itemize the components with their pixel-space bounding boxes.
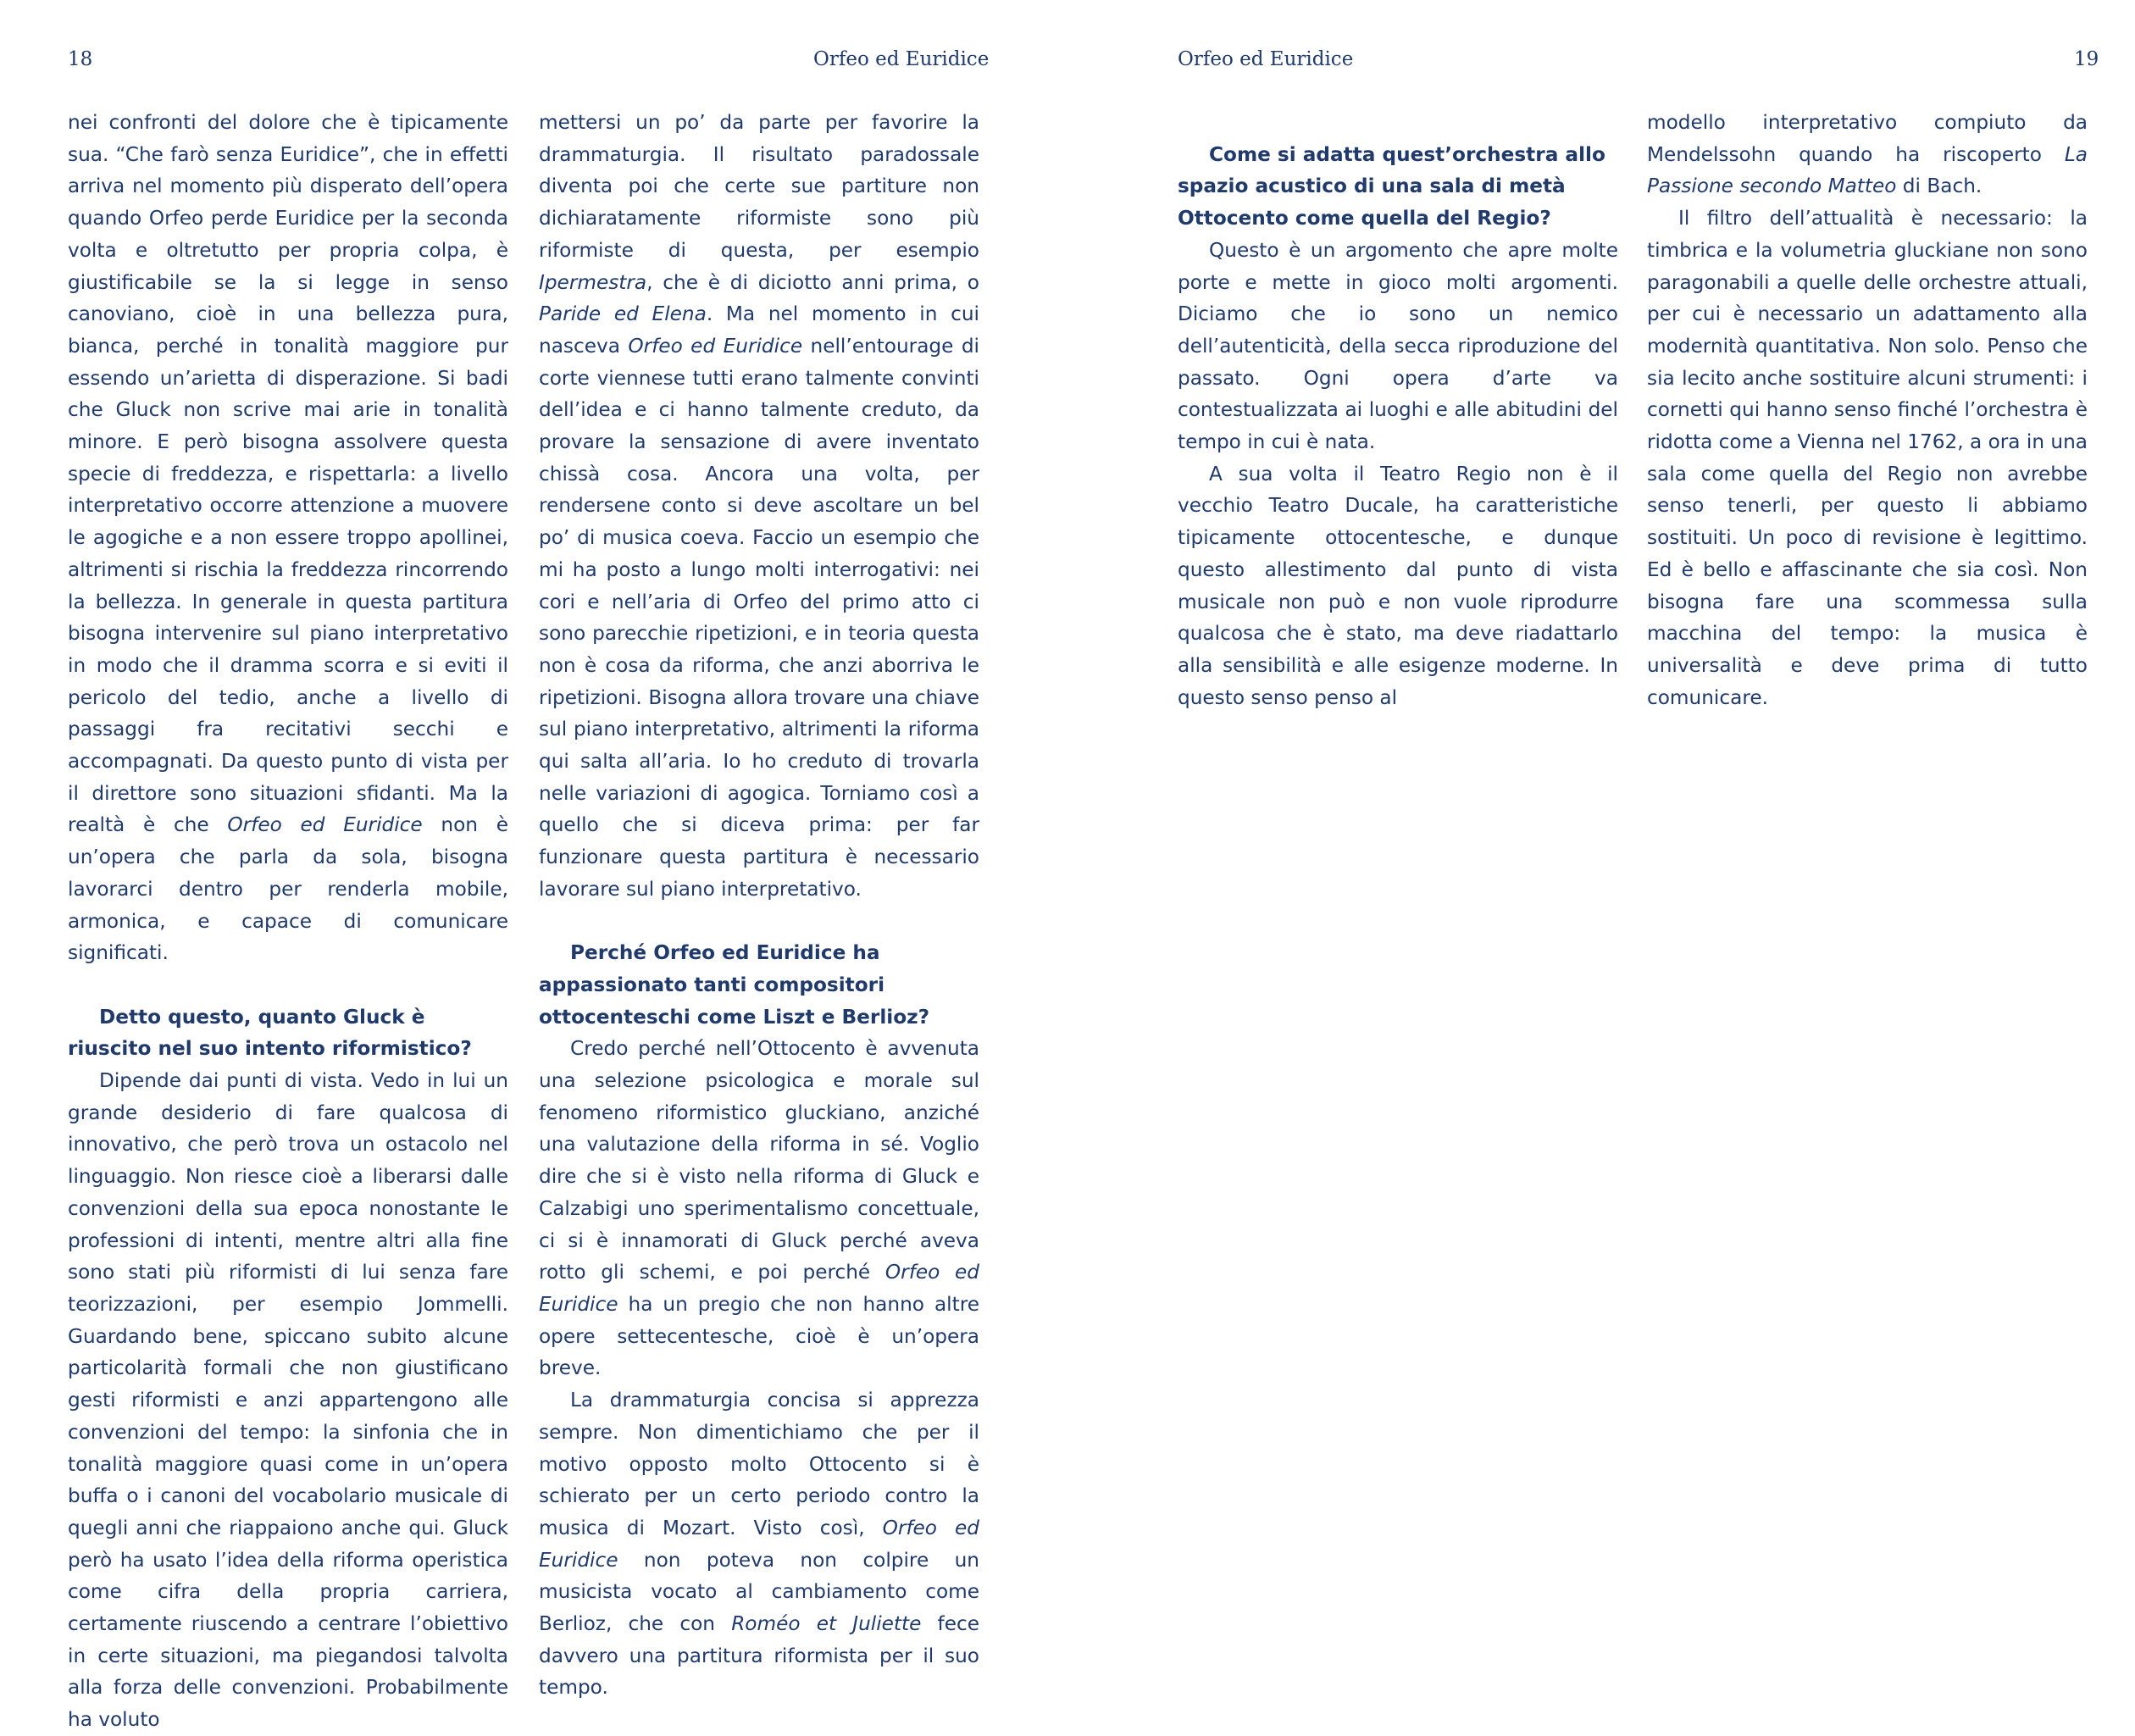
interview-question: Perché Orfeo ed Euridice ha appassionato tanti compositori ottocenteschi come Liszt e Berlioz? — [539, 941, 930, 1029]
paragraph: La drammaturgia concisa si apprezza sempre. Non dimentichiamo che per il motivo opposto molto Ottocento si è schierato per un certo periodo contro la musica di Mozart. Visto così, Orfeo ed Euridice non poteva non colpire un musicista vocato al cambiamento come Berlioz, che con Roméo et Juliette fece davvero una partitura riformista per il suo tempo. — [539, 1389, 979, 1700]
paragraph: mettersi un po’ da parte per favorire la drammaturgia. Il risultato paradossale diventa poi che certe sue partiture non dichiaratamente riformiste sono più riformiste di questa, per esempio Ipermestra, che è di diciotto anni prima, o Paride ed Elena. Ma nel momento in cui nasceva Orfeo ed Euridice nell’entourage di corte viennese tutti erano talmente convinti dell’idea e ci hanno talmente creduto, da provare la sensazione di avere inventato chissà cosa. Ancora una volta, per rendersene conto si deve ascoltare un bel po’ di musica coeva. Faccio un esempio che mi ha posto a lungo molti interrogativi: nei cori e nell’aria di Orfeo del primo atto ci sono parecchie ripetizioni, e in teoria questa non è cosa da riforma, che anzi aborriva le ripetizioni. Bisogna allora trovare una chiave sul piano interpretativo, altrimenti la riforma qui salta all’aria. Io ho creduto di trovarla nelle variazioni di agogica. Torniamo così a quello che si diceva prima: per far funzionare questa partitura è necessario lavorare sul piano interpretativo. — [539, 111, 979, 901]
paragraph: nei confronti del dolore che è tipicamente sua. “Che farò senza Euridice”, che in effetti arriva nel momento più disperato dell’opera quando Orfeo perde Euridice per la seconda volta e oltretutto per propria colpa, è giustificabile se la si legge in senso canoviano, cioè in una bellezza pura, bianca, perché in tonalità maggiore pur essendo un’arietta di disperazione. Si badi che Gluck non scrive mai arie in tonalità minore. E però bisogna assolvere questa specie di freddezza, e rispettarla: a livello interpretativo occorre attenzione a muovere le agogiche e a non essere troppo apollinei, altrimenti si rischia la freddezza rincorrendo la bellezza. In generale in questa partitura bisogna intervenire sul piano interpretativo in modo che il dramma scorra e si eviti il pericolo del tedio, anche a livello di passaggi fra recitativi secchi e accompagnati. Da questo punto di vista per il direttore sono situazioni sfidanti. Ma la realtà è che Orfeo ed Euridice non è un’opera che parla da sola, bisogna lavorarci dentro per renderla mobile, armonica, e capace di comunicare significati. — [68, 111, 508, 965]
paragraph: Il filtro dell’attualità è necessario: la timbrica e la volumetria gluckiane non sono paragonabili a quelle delle orchestre attuali, per cui è necessario un adattamento alla modernità quantitativa. Non solo. Penso che sia lecito anche sostituire alcuni strumenti: i cornetti qui hanno senso finché l’orchestra è ridotta come a Vienna nel 1762, a ora in una sala come quella del Regio non avrebbe senso tenerli, per questo li abbiamo sostituiti. Un poco di revisione è legittimo. Ed è bello e affascinante che sia così. Non bisogna fare una scommessa sulla macchina del tempo: la musica è universalità e deve prima di tutto comunicare. — [1647, 207, 2088, 709]
running-title-left: Orfeo ed Euridice — [813, 48, 990, 70]
left-page-column-1 — [68, 107, 508, 1736]
page-number-left: 18 — [68, 48, 93, 70]
right-page-column-1 — [1178, 107, 1618, 713]
interview-question: Come si adatta quest’orchestra allo spazio acustico di una sala di metà Ottocento come quella del Regio? — [1178, 142, 1605, 230]
right-page-column-2 — [1647, 107, 2088, 713]
paragraph: modello interpretativo compiuto da Mendelssohn quando ha riscoperto La Passione secondo Matteo di Bach. — [1647, 111, 2088, 198]
interview-question: Detto questo, quanto Gluck è riuscito nel suo intento riformistico? — [68, 1005, 472, 1061]
left-page-column-2 — [539, 107, 979, 1704]
page-number-right: 19 — [2074, 48, 2099, 70]
paragraph: Questo è un argomento che apre molte porte e mette in gioco molti argomenti. Diciamo che io sono un nemico dell’autenticità, della secca riproduzione del passato. Ogni opera d’arte va contestualizzata ai luoghi e alle abitudini del tempo in cui è nata. — [1178, 238, 1618, 454]
paragraph: Credo perché nell’Ottocento è avvenuta una selezione psicologica e morale sul fenomeno riformistico gluckiano, anziché una valutazione della riforma in sé. Voglio dire che si è visto nella riforma di Gluck e Calzabigi uno sperimentalismo concettuale, ci si è innamorati di Gluck perché aveva rotto gli schemi, e poi perché Orfeo ed Euridice ha un pregio che non hanno altre opere settecentesche, cioè è un’opera breve. — [539, 1037, 979, 1380]
paragraph: A sua volta il Teatro Regio non è il vecchio Teatro Ducale, ha caratteristiche tipicamente ottocentesche, e dunque questo allestimento dal punto di vista musicale non può e non vuole riprodurre qualcosa che è stato, ma deve riadattarlo alla sensibilità e alle esigenze moderne. In questo senso penso al — [1178, 462, 1618, 709]
paragraph: Dipende dai punti di vista. Vedo in lui un grande desiderio di fare qualcosa di innovativo, che però trova un ostacolo nel linguaggio. Non riesce cioè a liberarsi dalle convenzioni della sua epoca nonostante le professioni di intenti, mentre altri alla fine sono stati più riformisti di lui senza fare teorizzazioni, per esempio Jommelli. Guardando bene, spiccano subito alcune particolarità formali che non giustificano gesti riformisti e anzi appartengono alle convenzioni del tempo: la sinfonia che in tonalità maggiore quasi come in un’opera buffa o i canoni del vocabolario musicale di quegli anni che riappaiono anche qui. Gluck però ha usato l’idea della riforma operistica come cifra della propria carriera, certamente riuscendo a centrare l’obiettivo in certe situazioni, ma piegandosi talvolta alla forza delle convenzioni. Probabilmente ha voluto — [68, 1069, 508, 1732]
running-title-right: Orfeo ed Euridice — [1178, 48, 1354, 70]
